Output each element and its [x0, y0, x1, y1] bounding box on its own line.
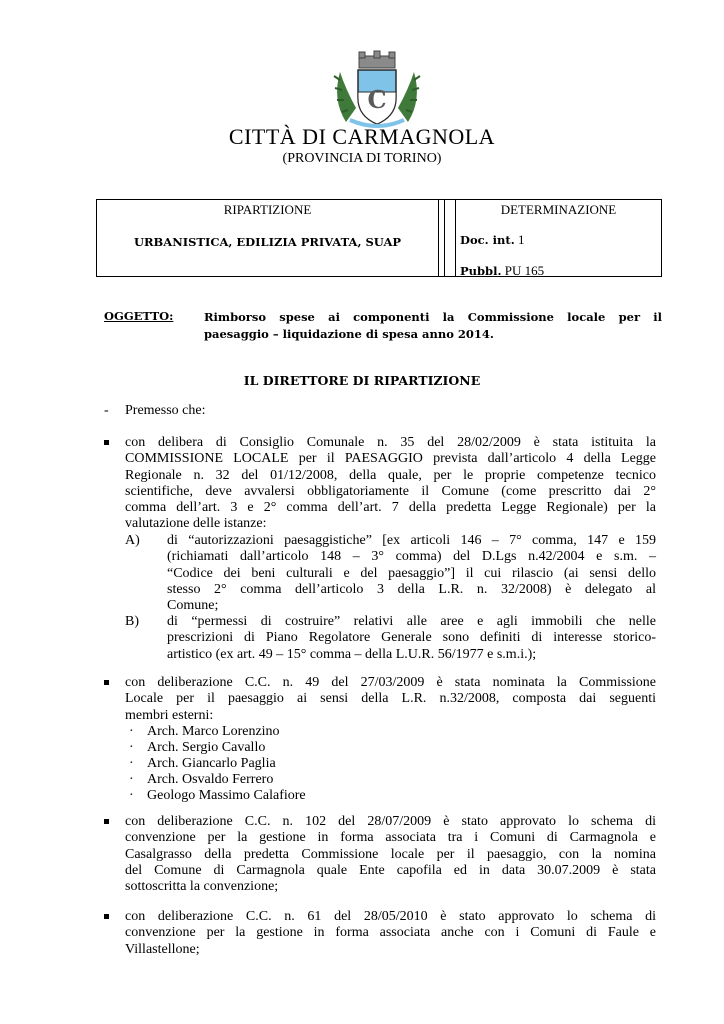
member-item [129, 772, 274, 788]
paragraph-line: “Codice dei beni culturali e del paesaggio”] il cui rilascio (ai sensi dello [167, 565, 656, 581]
paragraph-line: Comune; [167, 598, 219, 614]
premesso-text: Premesso che: [125, 403, 206, 418]
paragraph-line: valutazione delle istanze: [125, 516, 267, 532]
paragraph-4 [125, 909, 656, 958]
box-separator [439, 199, 455, 277]
paragraph-line: con deliberazione C.C. n. 102 del 28/07/2009 è stato approvato lo schema di [125, 814, 656, 829]
paragraph-1 [125, 435, 656, 533]
city-coat-of-arms-icon [326, 50, 428, 130]
paragraph-line: stesso 2° comma dell’articolo 3 della L.R. n. 32/2008) è delegato al [167, 581, 656, 597]
item-b-text [167, 614, 656, 663]
pubbl-value: PU 165 [504, 263, 545, 278]
paragraph-line: con deliberazione C.C. n. 49 del 27/03/2009 è stata nominata la Commissione [125, 675, 656, 690]
paragraph-line: Casalgrasso della predetta Commissione locale per il paesaggio, con la nomina [125, 846, 656, 862]
member-dot: · [129, 772, 134, 787]
member-name: Arch. Sergio Cavallo [147, 740, 266, 755]
determination-box [455, 199, 662, 277]
paragraph-line: con deliberazione C.C. n. 61 del 28/05/2010 è stato approvato lo schema di [125, 909, 656, 924]
member-item [129, 740, 266, 756]
oggetto-label: OGGETTO: [104, 309, 174, 323]
member-item [129, 724, 280, 740]
member-name: Arch. Osvaldo Ferrero [147, 772, 274, 787]
paragraph-line: con delibera di Consiglio Comunale n. 35 del 28/02/2009 è stata istituita la [125, 435, 656, 450]
pubbl-row [460, 263, 544, 279]
pubbl-label: Pubbl. [460, 264, 502, 278]
department-box [96, 199, 439, 277]
bullet-square-icon [104, 819, 109, 824]
dash-marker: - [104, 403, 109, 418]
paragraph-line: scientifiche, deve avvalersi obbligatoriamente il Comune (come prescritto dai 2° [125, 483, 656, 499]
paragraph-line: Villastellone; [125, 941, 200, 957]
department-name: URBANISTICA, EDILIZIA PRIVATA, SUAP [133, 235, 402, 249]
member-dot: · [129, 724, 134, 739]
paragraph-line: COMMISSIONE LOCALE per il PAESAGGIO prevista dall’articolo 4 della Legge [125, 451, 656, 467]
member-dot: · [129, 756, 134, 771]
member-item [129, 756, 276, 772]
svg-text:C: C [367, 85, 387, 114]
bullet-square-icon [104, 680, 109, 685]
oggetto-line: paesaggio – liquidazione di spesa anno 2014. [204, 327, 494, 341]
bullet-square-icon [104, 440, 109, 445]
paragraph-line: artistico (ex art. 49 – 15° comma – della L.U.R. 56/1977 e s.m.i.); [167, 646, 537, 662]
determination-box-title: DETERMINAZIONE [500, 202, 617, 217]
paragraph-line: Regionale n. 32 del 01/12/2008, della quale, per le proprie competenze tecnico [125, 467, 656, 483]
paragraph-2 [125, 675, 656, 724]
paragraph-3 [125, 814, 656, 895]
paragraph-line: sottoscritta la convenzione; [125, 879, 279, 895]
member-item [129, 788, 306, 804]
member-name: Arch. Marco Lorenzino [147, 724, 280, 739]
item-b-label: B) [125, 614, 139, 629]
section-heading: IL DIRETTORE DI RIPARTIZIONE [243, 373, 481, 388]
paragraph-line: di “autorizzazioni paesaggistiche” [ex articoli 146 – 7° comma, 147 e 159 [167, 533, 656, 548]
item-a-text [167, 533, 656, 614]
member-name: Geologo Massimo Calafiore [147, 788, 306, 803]
member-dot: · [129, 740, 134, 755]
paragraph-line: convenzione per la gestione in forma associata anche con i Comuni di Faule e [125, 925, 656, 941]
paragraph-line: Locale per il paesaggio ai sensi della L.R. n.32/2008, composta dai seguenti [125, 691, 656, 707]
member-dot: · [129, 788, 134, 803]
paragraph-line: di “permessi di costruire” relativi alle aree e agli immobili che nelle [167, 614, 656, 629]
paragraph-line: del Comune di Carmagnola quale Ente capofila ed in data 30.07.2009 è stata [125, 862, 656, 878]
city-title: CITTÀ DI CARMAGNOLA [228, 124, 496, 149]
item-a-label: A) [125, 533, 140, 548]
paragraph-line: prescrizioni di Piano Regolatore Generale sono definiti di interesse storico- [167, 630, 656, 646]
oggetto-text [204, 309, 662, 343]
province-subtitle: (PROVINCIA DI TORINO) [282, 151, 442, 166]
doc-int-label: Doc. int. [460, 233, 515, 247]
doc-int-value: 1 [517, 232, 525, 247]
paragraph-line: comma dell’art. 3 e 2° comma dell’art. 7 della predetta Legge Regionale) per la [125, 500, 656, 516]
doc-int-row [460, 232, 524, 248]
paragraph-line: (richiamati dall’articolo 148 – 3° comma) del D.Lgs n.42/2004 e s.m. – [167, 549, 656, 565]
paragraph-line: membri esterni: [125, 707, 214, 723]
bullet-square-icon [104, 914, 109, 919]
oggetto-line: Rimborso spese ai componenti la Commissione locale per il [204, 310, 662, 324]
paragraph-line: convenzione per la gestione in forma associata tra i Comuni di Carmagnola e [125, 830, 656, 846]
member-name: Arch. Giancarlo Paglia [147, 756, 276, 771]
department-box-title: RIPARTIZIONE [223, 202, 312, 217]
